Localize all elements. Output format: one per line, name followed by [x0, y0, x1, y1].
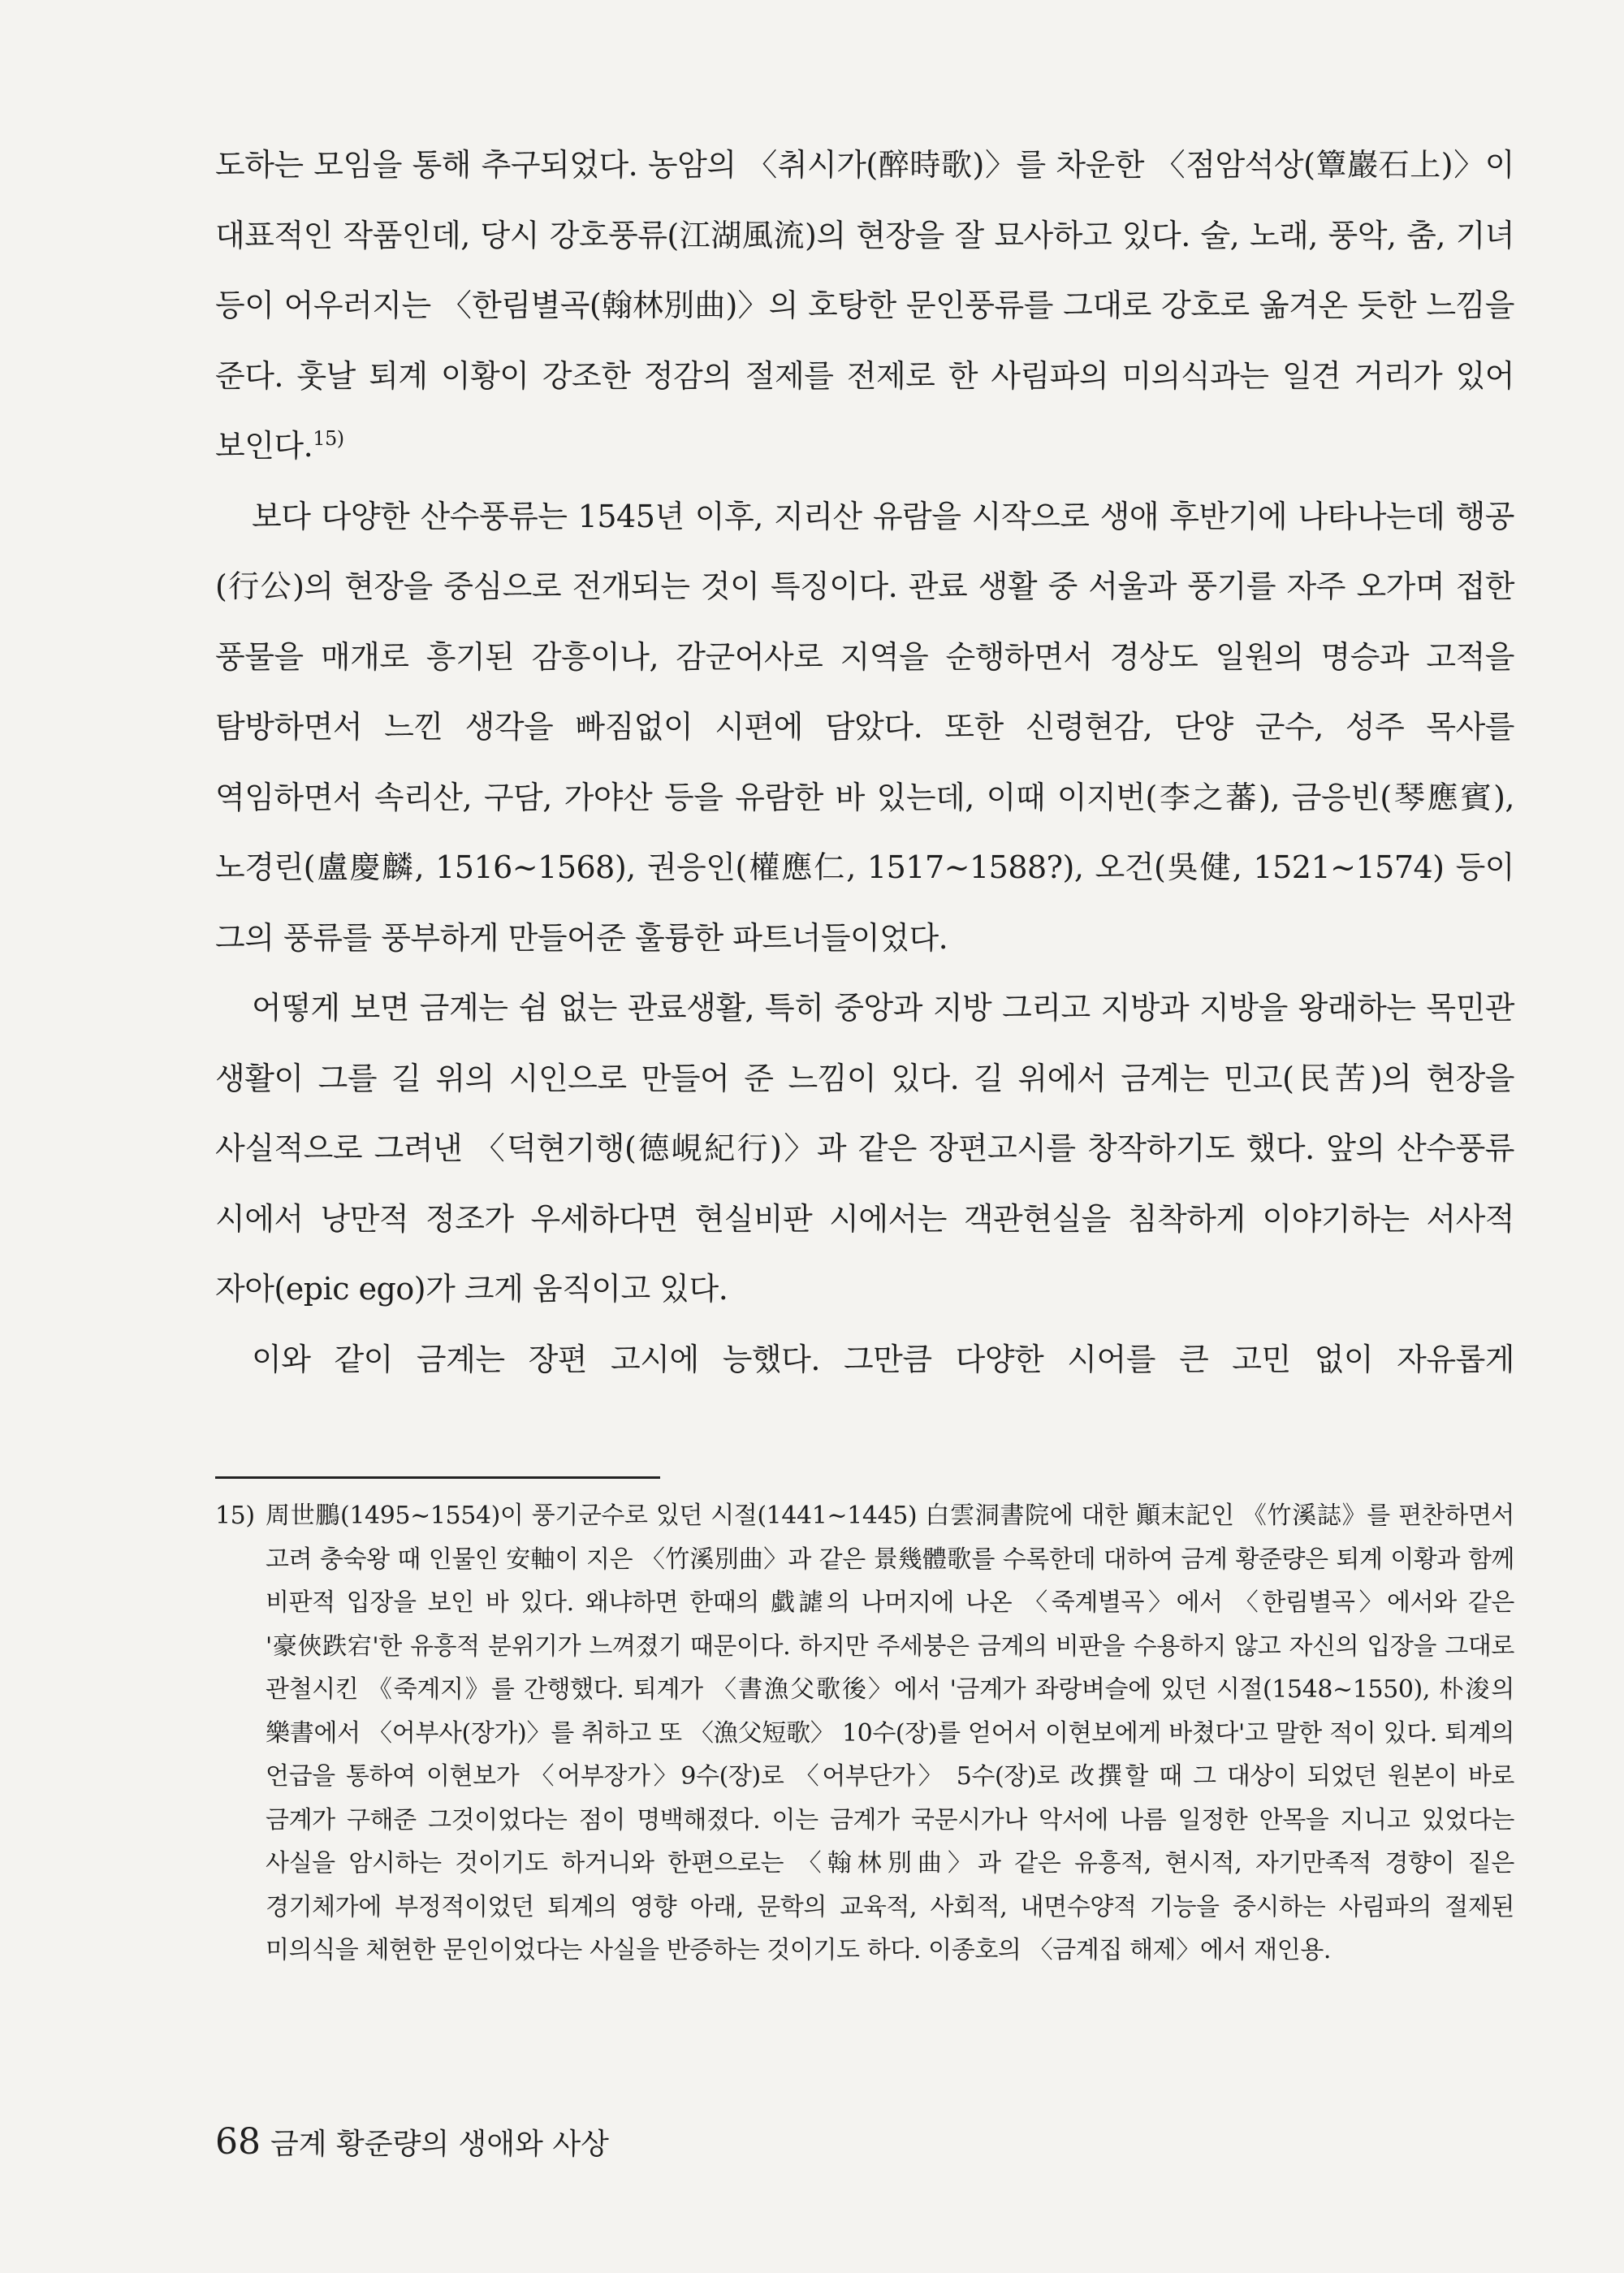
footnote-ref: 15): [313, 427, 344, 450]
footnote-text: 周世鵬(1495~1554)이 풍기군수로 있던 시절(1441~1445) 白雲洞書院에 대한 顚末記인 《竹溪誌》를 편찬하면서 고려 충숙왕 때 인물인 安軸이 지은 〈竹溪別曲〉과 같은 景幾體歌를 수록한데 대하여 금계 황준량은 퇴계 이황과 함께 비판적 입장을 보인 바 있다. 왜냐하면 한때의 戱謔의 나머지에 나온 〈죽계별곡〉에서 〈한림별곡〉에서와 같은 '豪俠跌宕'한 유흥적 분위기가 느껴졌기 때문이다. 하지만 주세붕은 금계의 비판을 수용하지 않고 자신의 입장을 그대로 관철시킨 《죽계지》를 간행했다. 퇴계가 〈書漁父歌後〉에서 '금계가 좌랑벼슬에 있던 시절(1548~1550), 朴浚의 樂書에서 〈어부사(장가)〉를 취하고 또 〈漁父短歌〉 10수(장)를 얻어서 이현보에게 바쳤다'고 말한 적이 있다. 퇴계의 언급을 통하여 이현보가 〈어부장가〉9수(장)로 〈어부단가〉 5수(장)로 改撰할 때 그 대상이 되었던 원본이 바로 금계가 구해준 그것이었다는 점이 명백해졌다. 이는 금계가 국문시가나 악서에 나름 일정한 안목을 지니고 있었다는 사실을 암시하는 것이기도 하거니와 한편으로는 〈翰林別曲〉과 같은 유흥적, 현시적, 자기만족적 경향이 짙은 경기체가에 부정적이었던 퇴계의 영향 아래, 문학의 교육적, 사회적, 내면수양적 기능을 중시하는 사림파의 절제된 미의식을 체현한 문인이었다는 사실을 반증하는 것이기도 하다. 이종호의 〈금계집 해제〉에서 재인용.: [266, 1502, 1514, 1964]
page-footer: [215, 2121, 609, 2163]
paragraph-3: 어떻게 보면 금계는 쉼 없는 관료생활, 특히 중앙과 지방 그리고 지방과 지방을 왕래하는 목민관 생활이 그를 길 위의 시인으로 만들어 준 느낌이 있다. 길 위에서 금계는 민고(民苦)의 현장을 사실적으로 그려낸 〈덕현기행(德峴紀行)〉과 같은 장편고시를 창작하기도 했다. 앞의 산수풍류 시에서 낭만적 정조가 우세하다면 현실비판 시에서는 객관현실을 침착하게 이야기하는 서사적 자아(epic ego)가 크게 움직이고 있다.: [215, 990, 1514, 1307]
paragraph-1: [215, 130, 1514, 482]
footnote: [215, 1494, 1514, 1973]
paragraph-2: 보다 다양한 산수풍류는 1545년 이후, 지리산 유람을 시작으로 생애 후반기에 나타나는데 행공(行公)의 현장을 중심으로 전개되는 것이 특징이다. 관료 생활 중 서울과 풍기를 자주 오가며 접한 풍물을 매개로 흥기된 감흥이나, 감군어사로 지역을 순행하면서 경상도 일원의 명승과 고적을 탐방하면서 느낀 생각을 빠짐없이 시편에 담았다. 또한 신령현감, 단양 군수, 성주 목사를 역임하면서 속리산, 구담, 가야산 등을 유람한 바 있는데, 이때 이지번(李之蕃), 금응빈(琴應賓), 노경린(盧慶麟, 1516~1568), 권응인(權應仁, 1517~1588?), 오건(吳健, 1521~1574) 등이 그의 풍류를 풍부하게 만들어준 훌륭한 파트너들이었다.: [215, 498, 1514, 956]
paragraph-1-text: 도하는 모임을 통해 추구되었다. 농암의 〈취시가(醉時歌)〉를 차운한 〈점암석상(簟巖石上)〉이 대표적인 작품인데, 당시 강호풍류(江湖風流)의 현장을 잘 묘사하고 있다. 술, 노래, 풍악, 춤, 기녀 등이 어우러지는 〈한림별곡(翰林別曲)〉의 호탕한 문인풍류를 그대로 강호로 옮겨온 듯한 느낌을 준다. 훗날 퇴계 이황이 강조한 정감의 절제를 전제로 한 사림파의 미의식과는 일견 거리가 있어 보인다.: [215, 147, 1514, 464]
page-number: 68: [215, 2121, 261, 2163]
paragraph-4: 이와 같이 금계는 장편 고시에 능했다. 그만큼 다양한 시어를 큰 고민 없이 자유롭게: [252, 1341, 1514, 1377]
footnote-number: 15): [215, 1502, 255, 1530]
running-title: 금계 황준량의 생애와 사상: [270, 2128, 609, 2161]
footnote-separator: [215, 1476, 660, 1479]
body-text: [215, 130, 1514, 1394]
